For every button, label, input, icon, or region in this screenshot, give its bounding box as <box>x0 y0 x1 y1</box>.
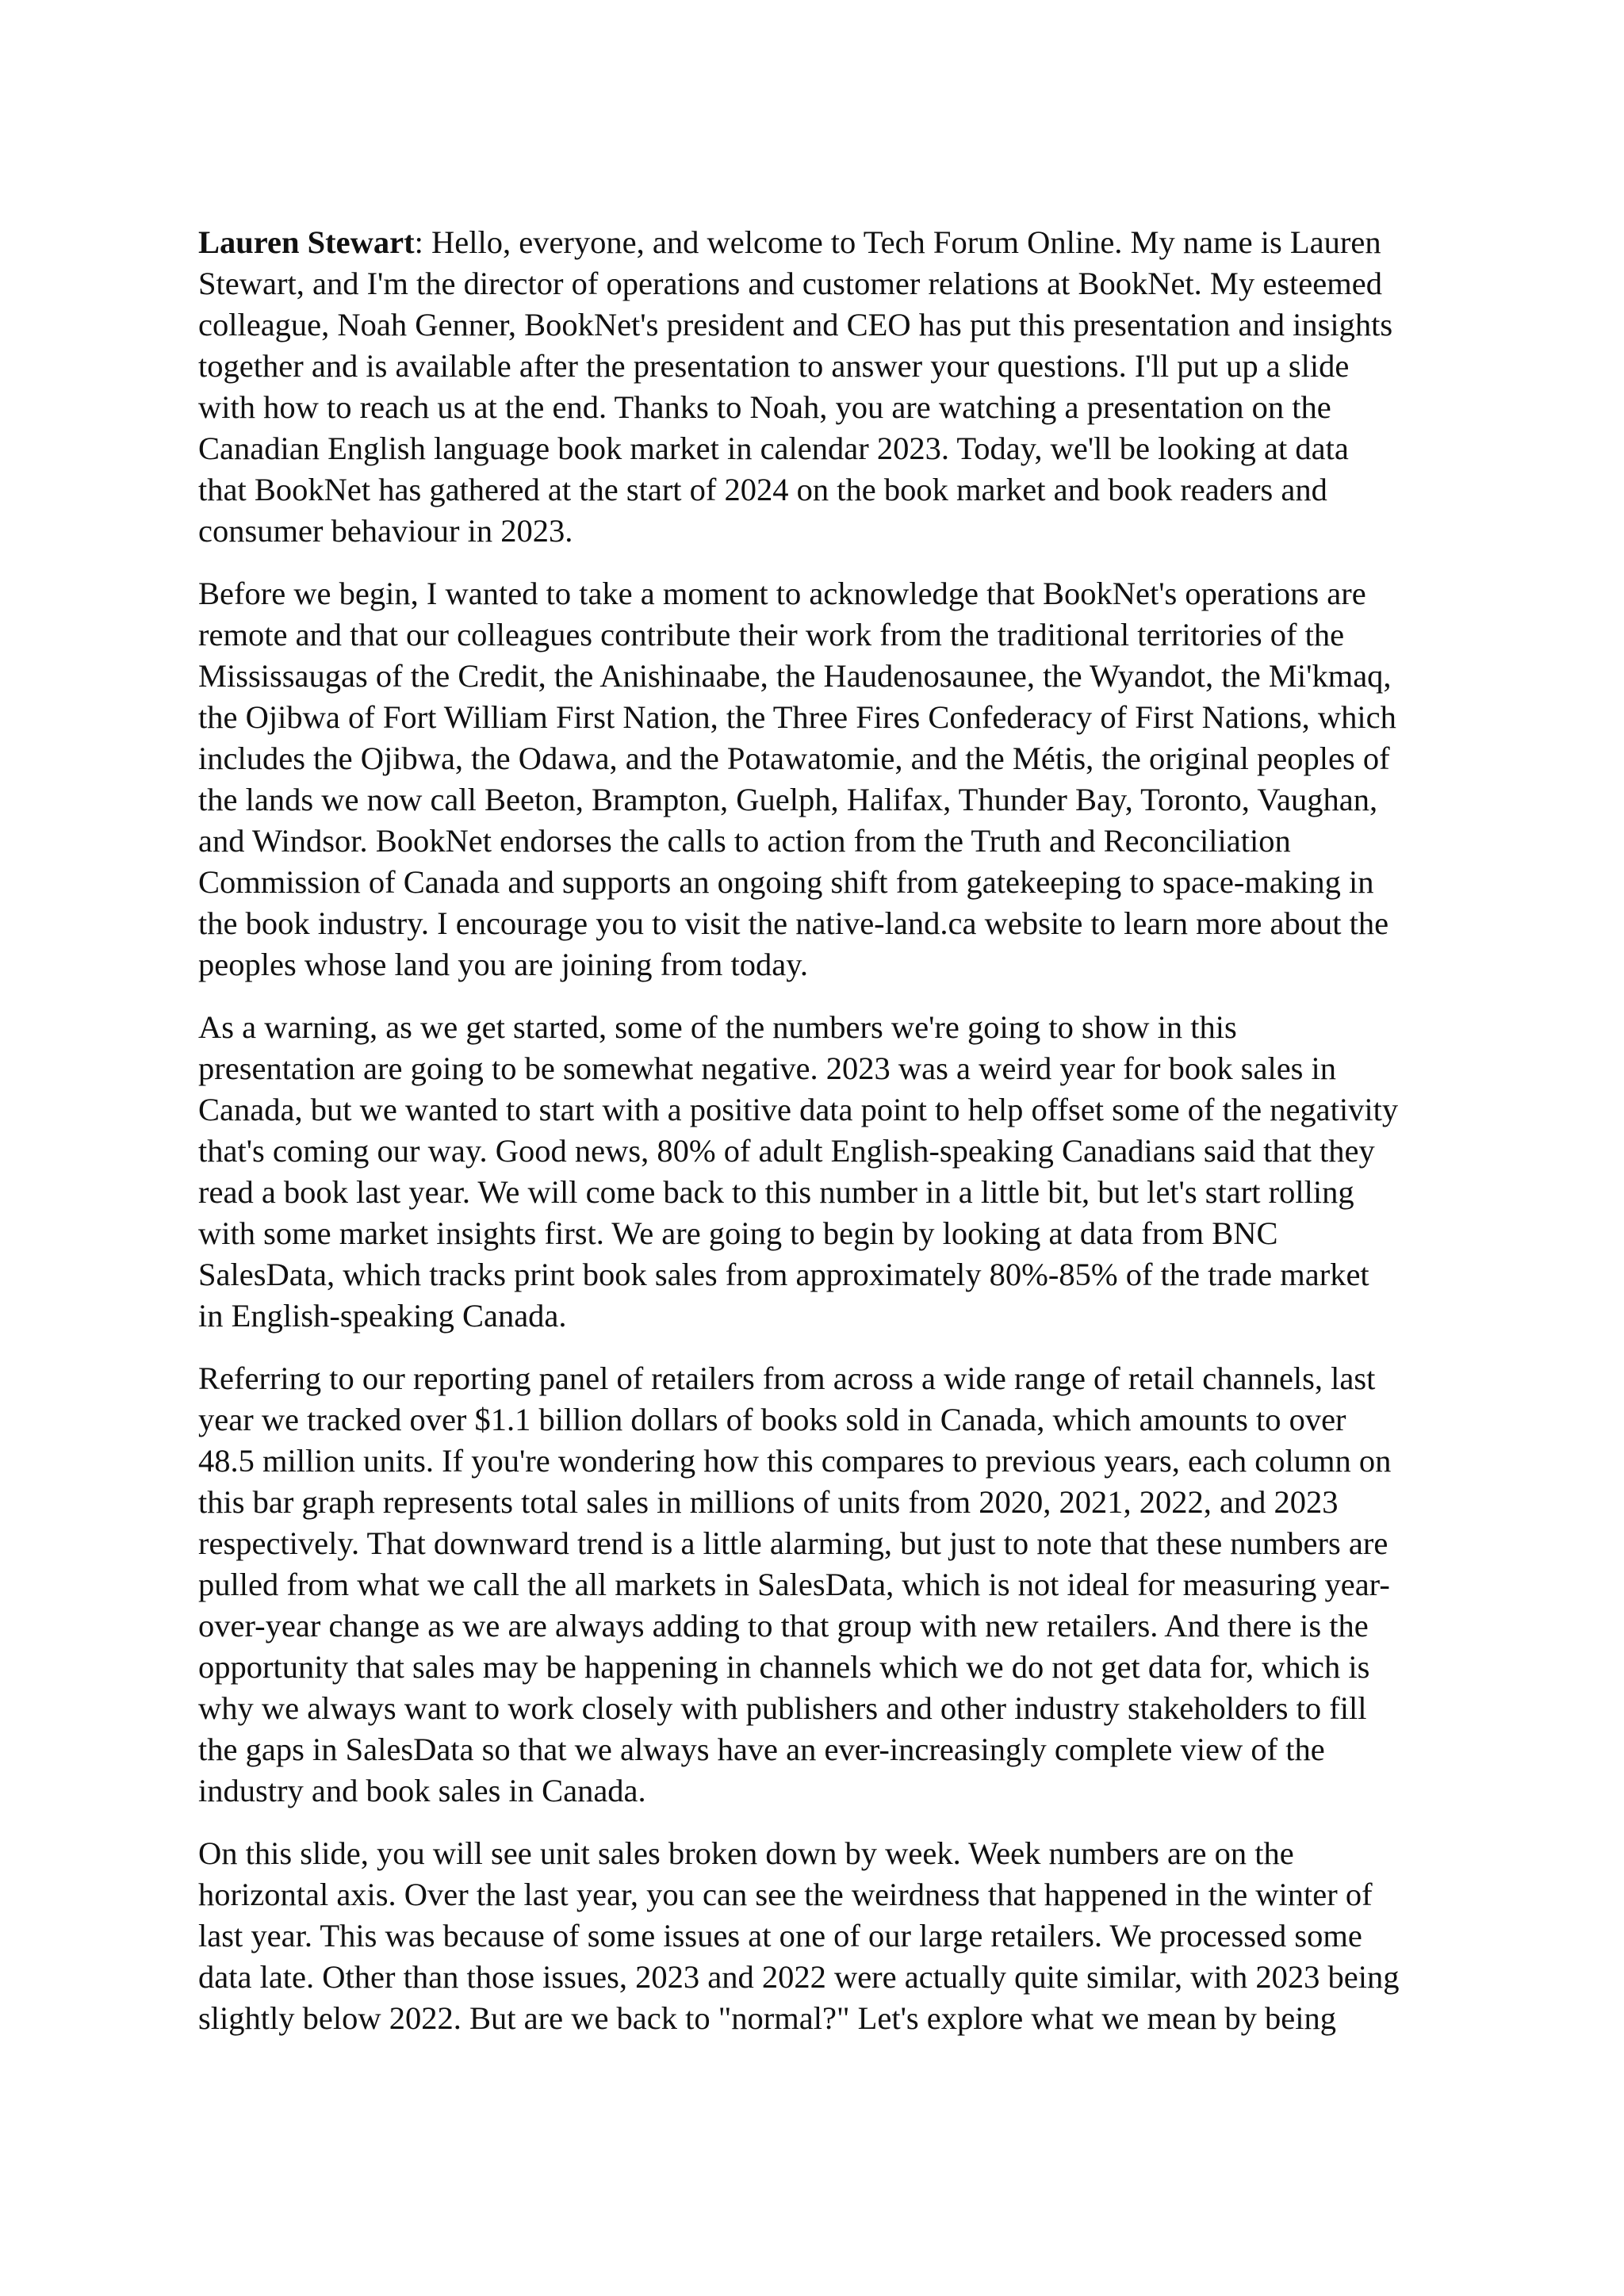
paragraph-sales-overview: Referring to our reporting panel of retailers from across a wide range of retail channels, last year we tracked over $1.1 billion dollars of books sold in Canada, which amounts to over 48.5 million units. If you're wondering how this compares to previous years, each column on this bar graph represents total sales in millions of units from 2020, 2021, 2022, and 2023 respectively. That downward trend is a little alarming, but just to note that these numbers are pulled from what we call the all markets in SalesData, which is not ideal for measuring year- over-year change as we are always adding to that group with new retailers. And there is the opportunity that sales may be happening in channels which we do not get data for, which is why we always want to work closely with publishers and other industry stakeholders to fill the gaps in SalesData so that we always have an ever-increasingly complete view of the industry and book sales in Canada. <box>198 1360 1392 1808</box>
paragraph-land-acknowledgement: Before we begin, I wanted to take a moment to acknowledge that BookNet's operations are remote and that our colleagues contribute their work from the traditional territories of the Mississaugas of the Credit, the Anishinaabe, the Haudenosaunee, the Wyandot, the Mi'kmaq, the Ojibwa of Fort William First Nation, the Three Fires Confederacy of First Nations, which includes the Ojibwa, the Odawa, and the Potawatomie, and the Métis, the original peoples of the lands we now call Beeton, Brampton, Guelph, Halifax, Thunder Bay, Toronto, Vaughan, and Windsor. BookNet endorses the calls to action from the Truth and Reconciliation Commission of Canada and supports an ongoing shift from gatekeeping to space-making in the book industry. I encourage you to visit the native-land.ca website to learn more about the peoples whose land you are joining from today. <box>198 576 1396 982</box>
document-page <box>198 222 1451 2061</box>
speaker-separator: : <box>414 224 423 260</box>
paragraph-1-text: Hello, everyone, and welcome to Tech Forum Online. My name is Lauren Stewart, and I'm the director of operations and customer relations at BookNet. My esteemed colleague, Noah Genner, BookNet's president and CEO has put this presentation and insights together and is available after the presentation to answer your questions. I'll put up a slide with how to reach us at the end. Thanks to Noah, you are watching a presentation on the Canadian English language book market in calendar 2023. Today, we'll be looking at data that BookNet has gathered at the start of 2024 on the book market and book readers and consumer behaviour in 2023. <box>198 224 1393 549</box>
paragraph-warning: As a warning, as we get started, some of the numbers we're going to show in this presentation are going to be somewhat negative. 2023 was a weird year for book sales in Canada, but we wanted to start with a positive data point to help offset some of the negativity that's coming our way. Good news, 80% of adult English-speaking Canadians said that they read a book last year. We will come back to this number in a little bit, but let's start rolling with some market insights first. We are going to begin by looking at data from BNC SalesData, which tracks print book sales from approximately 80%-85% of the trade market in English-speaking Canada. <box>198 1009 1399 1334</box>
speaker-name: Lauren Stewart <box>198 224 415 260</box>
paragraph-intro <box>198 222 1451 552</box>
paragraph-weekly-sales: On this slide, you will see unit sales broken down by week. Week numbers are on the horizontal axis. Over the last year, you can see the weirdness that happened in the winter of last year. This was because of some issues at one of our large retailers. We processed some data late. Other than those issues, 2023 and 2022 were actually quite similar, with 2023 being slightly below 2022. But are we back to "normal?" Let's explore what we mean by being <box>198 1835 1400 2036</box>
